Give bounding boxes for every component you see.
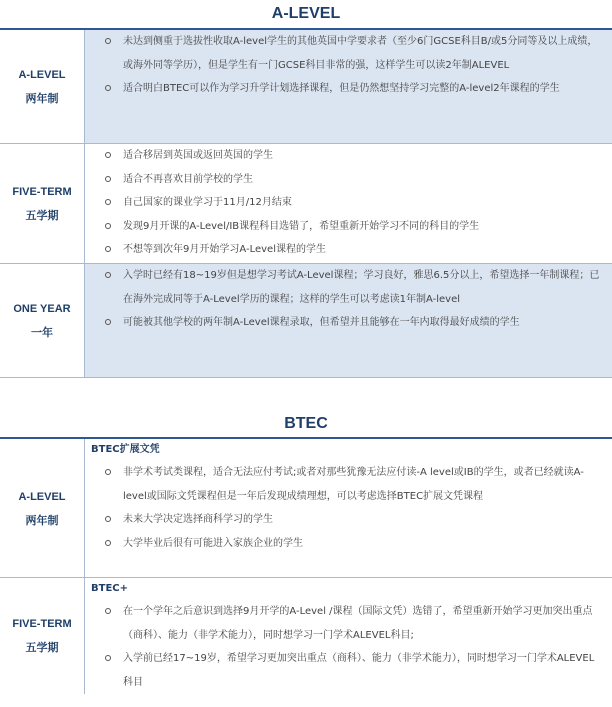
row-content <box>84 30 612 144</box>
row-subheading: BTEC+ <box>91 583 128 594</box>
list-item <box>85 168 612 192</box>
row-label-en: ONE YEAR <box>13 303 71 315</box>
list-item-text: 适合不再喜欢目前学校的学生 <box>123 173 253 185</box>
row-label-zh: 两年制 <box>25 513 59 527</box>
bullet-list <box>85 30 612 101</box>
row-subheading: BTEC扩展文凭 <box>91 444 160 455</box>
bullet-icon <box>105 38 111 44</box>
list-item <box>85 264 612 311</box>
row-content <box>84 439 612 578</box>
list-item-text: 入学前已经17~19岁，希望学习更加突出重点（商科）、能力（非学术能力），同时想学习一门学术ALEVEL科目 <box>123 653 595 688</box>
btec-row-five-term <box>0 578 612 694</box>
bullet-icon <box>105 199 111 205</box>
row-label-zh: 两年制 <box>25 92 59 105</box>
bullet-list <box>85 461 612 555</box>
row-label-en: A-LEVEL <box>18 490 66 503</box>
list-item-text: 适合移居到英国或返回英国的学生 <box>123 150 273 161</box>
alevel-row-one-year <box>0 264 612 378</box>
list-item <box>85 508 612 532</box>
row-label <box>0 264 84 378</box>
bullet-icon <box>105 85 111 91</box>
row-divider <box>0 377 612 378</box>
list-item <box>85 647 612 694</box>
list-item <box>85 144 612 168</box>
row-label <box>0 144 84 264</box>
row-content <box>84 578 612 694</box>
bullet-list <box>85 264 612 335</box>
btec-row-two-year <box>0 439 612 578</box>
btec-section-title: BTEC <box>284 415 328 432</box>
list-item <box>85 215 612 239</box>
row-label-zh: 五学期 <box>25 641 59 654</box>
row-label-zh: 五学期 <box>25 209 59 222</box>
list-item-text: 大学毕业后很有可能进入家族企业的学生 <box>123 537 303 549</box>
list-item <box>85 532 612 556</box>
bullet-icon <box>105 176 111 182</box>
bullet-icon <box>105 469 111 475</box>
bullet-list <box>85 144 612 262</box>
list-item-text: 不想等到次年9月开始学习A-Level课程的学生 <box>123 244 326 255</box>
bullet-list <box>85 600 612 694</box>
alevel-section-title: A-LEVEL <box>271 5 341 22</box>
row-label-en: FIVE-TERM <box>12 618 72 630</box>
alevel-row-two-year <box>0 30 612 144</box>
list-item <box>85 30 612 77</box>
list-item-text: 未来大学决定选择商科学习的学生 <box>123 514 273 525</box>
list-item <box>85 600 612 647</box>
bullet-icon <box>105 246 111 252</box>
list-item <box>85 191 612 215</box>
row-label <box>0 30 84 144</box>
bullet-icon <box>105 655 111 661</box>
list-item-text: 非学术考试类课程，适合无法应付考试;或者对那些犹豫无法应付读-A level或IB的学生，或者已经就读A-level或国际文凭课程但是一年后发现成绩理想，可以考虑选择BTEC扩展文凭课程 <box>123 467 584 502</box>
bullet-icon <box>105 223 111 229</box>
list-item-text: 发现9月开课的A-Level/IB课程科目选错了，希望重新开始学习不同的科目的学生 <box>123 220 480 232</box>
list-item-text: 可能被其他学校的两年制A-Level课程录取，但希望并且能够在一年内取得最好成绩的学生 <box>123 317 520 328</box>
list-item-text: 自己国家的课业学习于11月/12月结束 <box>123 197 292 208</box>
bullet-icon <box>105 152 111 158</box>
bullet-icon <box>105 319 111 325</box>
row-label <box>0 578 84 694</box>
alevel-row-five-term <box>0 144 612 264</box>
list-item-text: 未达到侧重于选拔性收取A-level学生的其他英国中学要求者（至少6门GCSE科目B/或5分同等及以上成绩，或海外同等学历），但是学生有一门GCSE科目非常的强，这样学生可以读2年制ALEVEL <box>123 36 598 71</box>
row-label-en: A-LEVEL <box>18 69 66 81</box>
list-item <box>85 238 612 262</box>
row-content <box>84 264 612 378</box>
list-item <box>85 77 612 101</box>
row-content <box>84 144 612 264</box>
list-item-text: 入学时已经有18~19岁但是想学习考试A-Level课程；学习良好，雅思6.5分以上，希望选择一年制课程；已在海外完成同等于A-Level学历的课程；这样的学生可以考虑读1年制A-level <box>123 270 600 305</box>
list-item-text: 在一个学年之后意识到选择9月开学的A-Level /课程（国际文凭）选错了，希望重新开始学习更加突出重点（商科）、能力（非学术能力），同时想学习一门学术ALEVEL科目; <box>123 606 593 641</box>
list-item-text: 适合明白BTEC可以作为学习升学计划选择课程，但是仍然想坚持学习完整的A-level2年课程的学生 <box>123 83 560 94</box>
row-label-en: FIVE-TERM <box>12 186 72 198</box>
bullet-icon <box>105 272 111 278</box>
list-item <box>85 311 612 335</box>
bullet-icon <box>105 608 111 614</box>
list-item <box>85 461 612 508</box>
row-label <box>0 439 84 578</box>
bullet-icon <box>105 516 111 522</box>
bullet-icon <box>105 540 111 546</box>
row-label-zh: 一年 <box>31 326 53 339</box>
